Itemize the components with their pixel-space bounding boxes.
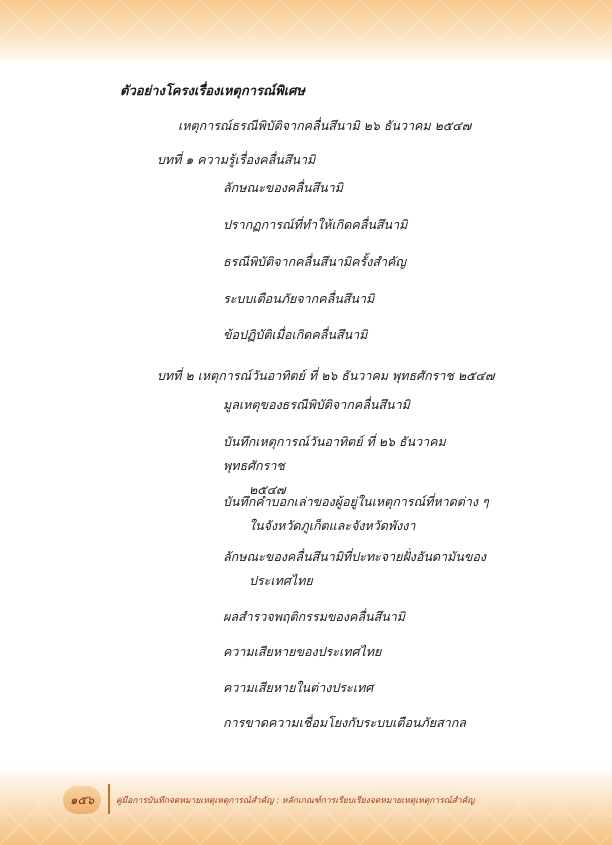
chapter-1-item: ระบบเตือนภัยจากคลื่นสึนามิ xyxy=(223,291,375,306)
chapter-1-item: ข้อปฏิบัติเมื่อเกิดคลื่นสึนามิ xyxy=(223,327,368,342)
chapter-2-item xyxy=(223,393,498,417)
footer-running-title: คู่มือการบันทึกจดหมายเหตุเหตุการณ์สำคัญ : หลักเกณฑ์การเรียบเรียงจดหมายเหตุเหตุการณ์สำคัญ xyxy=(116,796,475,806)
chapter-1-item: ปรากฏการณ์ที่ทำให้เกิดคลื่นสึนามิ xyxy=(223,217,408,232)
footer-divider xyxy=(108,784,110,814)
page-heading: ตัวอย่างโครงเรื่องเหตุการณ์พิเศษ xyxy=(120,84,305,99)
item-text-continued: ประเทศไทย xyxy=(249,573,313,588)
item-text-continued: ในจังหวัดภูเก็ตและจังหวัดพังงา xyxy=(249,518,416,533)
outline-subtitle: เหตุการณ์ธรณีพิบัติจากคลื่นสึนามิ ๒๖ ธันวาคม ๒๕๔๗ xyxy=(178,118,472,133)
chapter-2-item xyxy=(223,711,498,735)
header-decoration xyxy=(0,0,612,62)
page-number-badge xyxy=(63,786,101,814)
item-text: บันทึกเหตุการณ์วันอาทิตย์ ที่ ๒๖ ธันวาคม พุทธศักราช xyxy=(223,434,446,473)
item-text: ลักษณะของคลื่นสึนามิที่ปะทะจายฝั่งอันดามันของ xyxy=(223,549,487,564)
chapter-1-title: บทที่ ๑ ความรู้เรื่องคลื่นสึนามิ xyxy=(157,152,316,167)
item-text-continued: ๒๕๔๗ xyxy=(249,482,286,497)
chapter-2-item xyxy=(223,545,498,593)
item-text: บันทึกคำบอกเล่าของผู้อยู่ในเหตุการณ์ที่หาดต่าง ๆ xyxy=(223,494,489,509)
item-text: ความเสียหายในต่างประเทศ xyxy=(223,680,374,695)
chapter-1-item: ธรณีพิบัติจากคลื่นสึนามิครั้งสำคัญ xyxy=(223,254,406,269)
page-number: ๑๕๖ xyxy=(69,792,95,807)
chapter-2-item xyxy=(223,676,498,700)
header-diamond-pattern xyxy=(0,0,612,62)
item-text: ผลสำรวจพฤติกรรมของคลื่นสึนามิ xyxy=(223,609,406,624)
item-text: ความเสียหายของประเทศไทย xyxy=(223,644,382,659)
item-text: การขาดความเชื่อมโยงกับระบบเตือนภัยสากล xyxy=(223,715,466,730)
chapter-1-item: ลักษณะของคลื่นสึนามิ xyxy=(223,180,343,195)
chapter-2-title: บทที่ ๒ เหตุการณ์วันอาทิตย์ ที่ ๒๖ ธันวาคม พุทธศักราช ๒๕๔๗ xyxy=(157,368,495,383)
item-text: มูลเหตุของธรณีพิบัติจากคลื่นสึนามิ xyxy=(223,397,410,412)
chapter-2-item xyxy=(223,605,498,629)
chapter-2-item xyxy=(223,490,498,538)
chapter-2-item xyxy=(223,640,498,664)
